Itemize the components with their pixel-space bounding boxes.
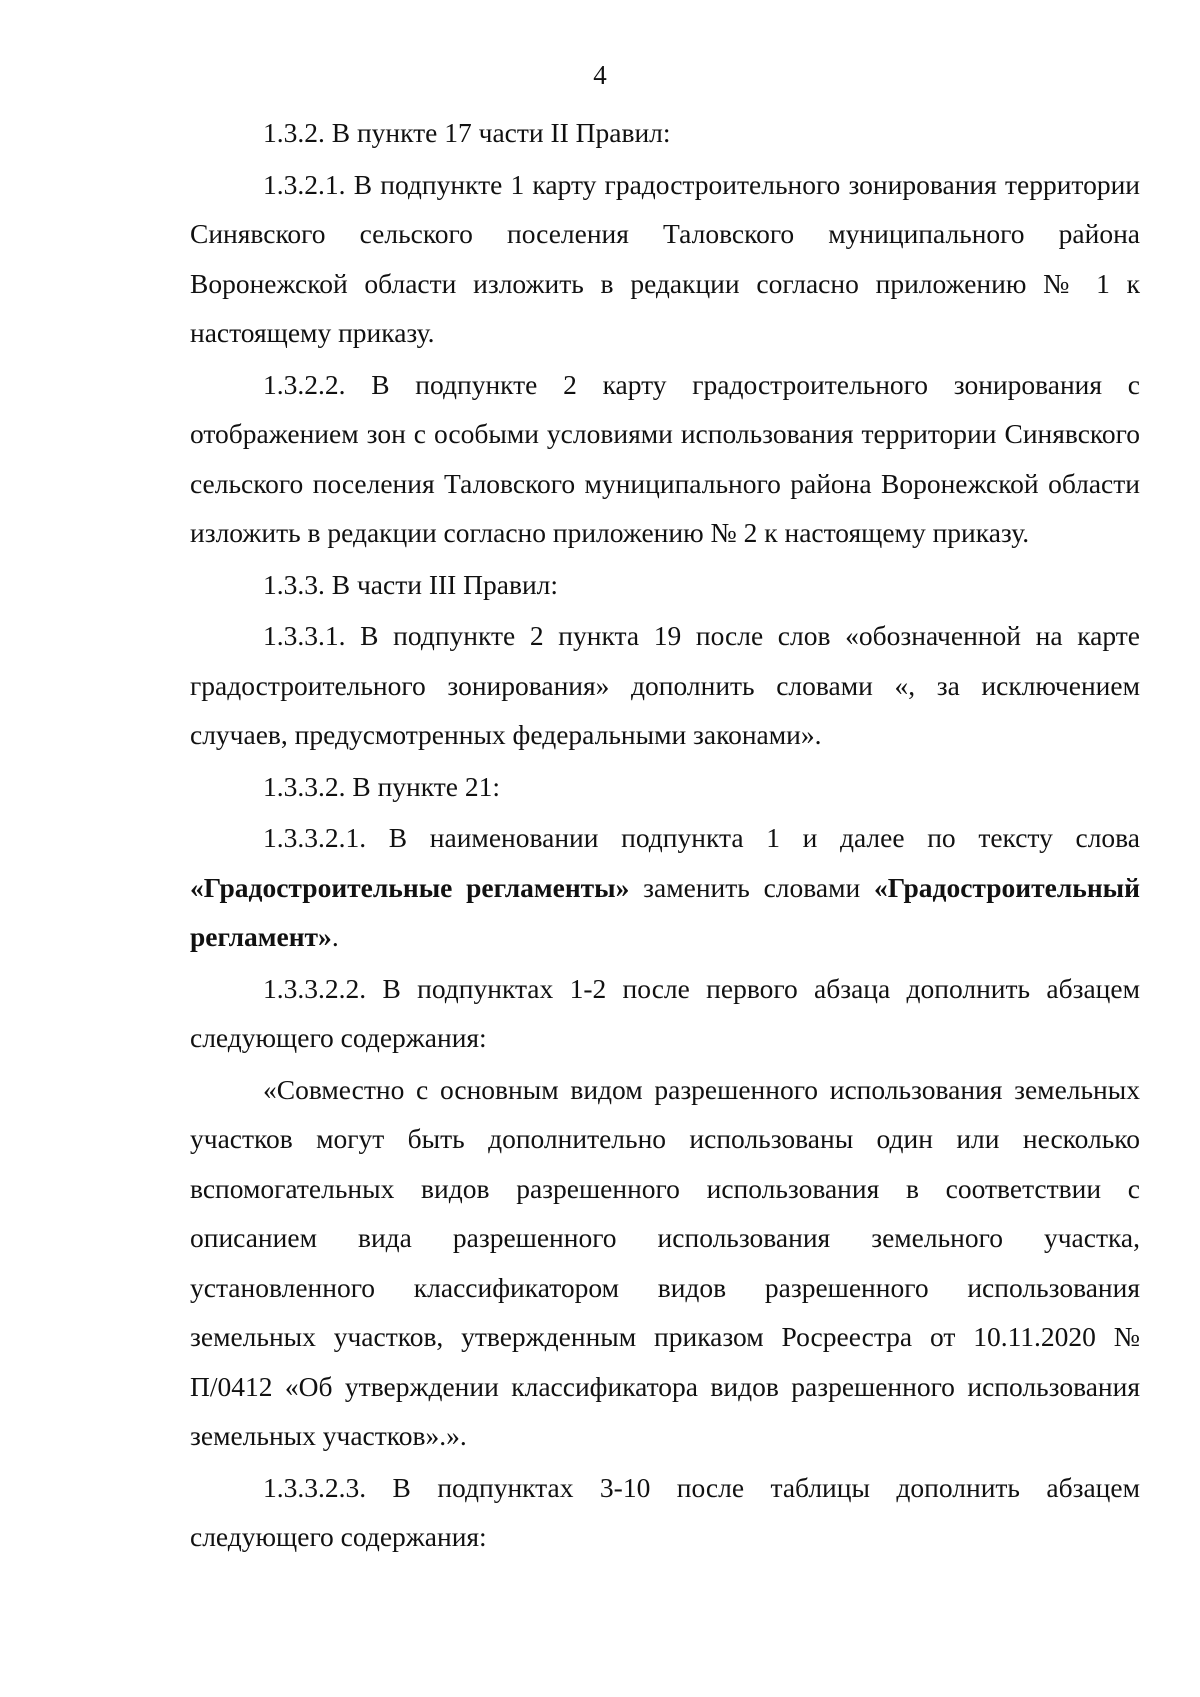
paragraph-1-3-3: 1.3.3. В части III Правил:	[263, 568, 559, 600]
paragraph-text: заменить словами	[629, 871, 874, 903]
paragraph-1-3-3-2: 1.3.3.2. В пункте 21:	[263, 770, 501, 802]
paragraph-text: .	[331, 921, 339, 952]
quoted-paragraph: «Совместно с основным видом разрешенного использования земельных участков могут быть дополнительно использованы один или несколько вспомогательных видов разрешенного использования в соответствии с описанием вида разрешенного использования земельного участка, установленного классификатором видов разрешенного использования земельных участков, утвержденным приказом Росреестра от 10.11.2020 № П/0412 «Об утверждении классификатора видов разрешенного использования земельных участков».».	[190, 1073, 1140, 1451]
paragraph-1-3-3-2-1	[190, 813, 1140, 962]
paragraph-1-3-3-1: 1.3.3.1. В подпункте 2 пункта 19 после слов «обозначенной на карте градостроительного зонирования» дополнить словами «, за исключением случаев, предусмотренных федеральными законами».	[190, 620, 1140, 750]
document-body	[190, 108, 1140, 1562]
paragraph-1-3-2-1: 1.3.2.1. В подпункте 1 карту градостроительного зонирования территории Синявского сельского поселения Таловского муниципального района Воронежской области изложить в редакции согласно приложению № 1 к настоящему приказу.	[190, 168, 1140, 348]
bold-phrase-new: «Градостроительный регламент»	[190, 871, 1140, 952]
bold-phrase-old: «Градостроительные регламенты»	[190, 871, 630, 903]
paragraph-1-3-2-2: 1.3.2.2. В подпункте 2 карту градостроительного зонирования с отображением зон с особыми условиями использования территории Синявского сельского поселения Таловского муниципального района Воронежской области изложить в редакции согласно приложению № 2 к настоящему приказу.	[190, 368, 1140, 548]
page-number: 4	[593, 60, 607, 90]
paragraph-1-3-3-2-2: 1.3.3.2.2. В подпунктах 1-2 после первого абзаца дополнить абзацем следующего содержания:	[190, 972, 1140, 1053]
paragraph-1-3-2: 1.3.2. В пункте 17 части II Правил:	[263, 117, 671, 148]
paragraph-text: 1.3.3.2.1. В наименовании подпункта 1 и далее по тексту слова	[263, 822, 1140, 853]
paragraph-1-3-3-2-3: 1.3.3.2.3. В подпунктах 3-10 после таблицы дополнить абзацем следующего содержания:	[190, 1471, 1140, 1552]
